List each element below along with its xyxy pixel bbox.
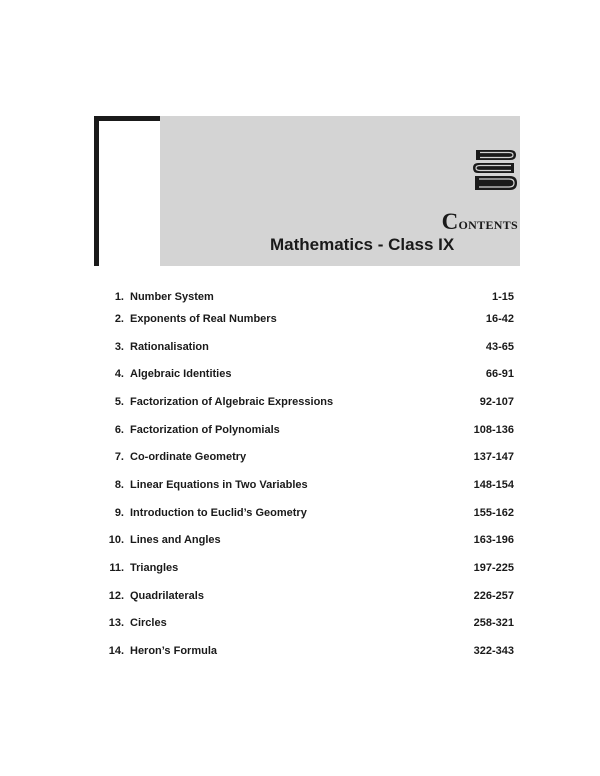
toc-title: Factorization of Polynomials bbox=[130, 424, 280, 436]
toc-number: 12. bbox=[108, 590, 124, 602]
contents-heading-initial: C bbox=[441, 209, 459, 234]
toc-title: Exponents of Real Numbers bbox=[130, 313, 277, 325]
toc-pages: 148-154 bbox=[473, 479, 514, 491]
toc-number: 7. bbox=[114, 451, 124, 463]
toc-number: 13. bbox=[108, 617, 124, 629]
toc-pages: 66-91 bbox=[485, 368, 514, 380]
toc-number: 6. bbox=[114, 424, 124, 436]
toc-title: Lines and Angles bbox=[130, 534, 221, 546]
toc-number: 1. bbox=[114, 291, 124, 303]
decorative-horizontal-bar bbox=[94, 116, 160, 121]
toc-number: 2. bbox=[114, 313, 124, 325]
toc-pages: 1-15 bbox=[491, 291, 514, 303]
toc-pages: 197-225 bbox=[473, 562, 514, 574]
contents-header bbox=[94, 116, 520, 266]
toc-row bbox=[100, 367, 514, 382]
contents-heading-rest: ontents bbox=[458, 214, 518, 233]
toc-title: Factorization of Algebraic Expressions bbox=[130, 396, 334, 408]
toc-number: 5. bbox=[114, 396, 124, 408]
toc-row bbox=[100, 340, 514, 355]
toc-pages: 16-42 bbox=[485, 313, 514, 325]
toc-pages: 163-196 bbox=[473, 534, 514, 546]
toc-pages: 43-65 bbox=[485, 341, 514, 353]
toc-row bbox=[100, 506, 514, 521]
toc-row bbox=[100, 589, 514, 604]
contents-heading bbox=[442, 209, 518, 235]
toc-pages: 155-162 bbox=[473, 507, 514, 519]
toc-pages: 226-257 bbox=[473, 590, 514, 602]
toc-row bbox=[100, 644, 514, 659]
toc-title: Triangles bbox=[130, 562, 179, 574]
toc-row bbox=[100, 312, 514, 327]
toc-row bbox=[100, 616, 514, 631]
toc-number: 4. bbox=[114, 368, 124, 380]
toc-pages: 137-147 bbox=[473, 451, 514, 463]
toc-pages: 92-107 bbox=[479, 396, 514, 408]
toc-row bbox=[100, 450, 514, 465]
document-title: Mathematics - Class IX bbox=[270, 235, 455, 254]
toc-row bbox=[100, 533, 514, 548]
toc-title: Quadrilaterals bbox=[130, 590, 204, 602]
toc-title: Heron’s Formula bbox=[130, 645, 217, 657]
toc-number: 9. bbox=[114, 507, 124, 519]
toc-title: Co-ordinate Geometry bbox=[130, 451, 247, 463]
toc-pages: 322-343 bbox=[473, 645, 514, 657]
toc-title: Introduction to Euclid’s Geometry bbox=[130, 507, 307, 519]
toc-row bbox=[100, 478, 514, 493]
decorative-vertical-bar bbox=[94, 116, 99, 266]
toc-number: 8. bbox=[114, 479, 124, 491]
header-panel bbox=[160, 116, 520, 266]
toc-pages: 258-321 bbox=[473, 617, 514, 629]
toc-title: Algebraic Identities bbox=[130, 368, 232, 380]
toc-number: 3. bbox=[114, 341, 124, 353]
toc-row bbox=[100, 423, 514, 438]
books-stack-icon bbox=[472, 146, 518, 194]
toc-row bbox=[100, 290, 514, 305]
toc-title: Circles bbox=[130, 617, 167, 629]
toc-pages: 108-136 bbox=[473, 424, 514, 436]
toc-number: 11. bbox=[109, 562, 124, 574]
toc-title: Number System bbox=[130, 291, 214, 303]
toc-number: 14. bbox=[108, 645, 124, 657]
toc-number: 10. bbox=[108, 534, 124, 546]
toc-row bbox=[100, 561, 514, 576]
toc-row bbox=[100, 395, 514, 410]
toc-title: Linear Equations in Two Variables bbox=[130, 479, 308, 491]
toc-title: Rationalisation bbox=[130, 341, 209, 353]
